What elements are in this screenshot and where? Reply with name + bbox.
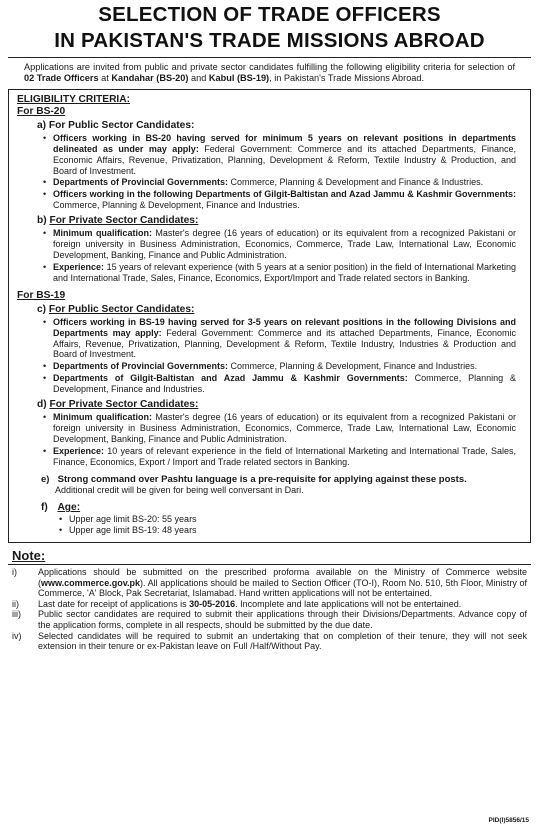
- intro-text: Applications are invited from public and private sector candidates fulfilling the following eligibility criteria for selection of: [24, 62, 515, 72]
- note-divider: [8, 564, 531, 565]
- intro-paragraph: [24, 62, 515, 85]
- list-item: [12, 631, 527, 652]
- list-item: [53, 317, 516, 361]
- advertisement-page: [4, 4, 535, 826]
- item-bold: Experience:: [53, 445, 105, 456]
- list-item: • Upper age limit BS-19: 48 years: [69, 525, 524, 536]
- list-item: [53, 412, 516, 445]
- item-bold: Officers working in BS-19 having served for 3-5 years on relevant positions in the following Divisions and Departments may apply:: [53, 316, 516, 338]
- section-d-heading: [37, 399, 524, 411]
- list-item: [53, 228, 516, 261]
- note-text: Applications should be submitted on the prescribed proforma available on the Ministry of Commerce website (: [38, 567, 527, 588]
- item-text: Commerce, Planning & Development and Finance & Industries.: [228, 177, 484, 188]
- item-bold: Minimum qualification:: [53, 412, 152, 423]
- list-item: [53, 189, 516, 211]
- item-text: Commerce, Planning & Development, Finance and Industries.: [53, 200, 300, 211]
- note-text: Last date for receipt of applications is: [38, 598, 190, 609]
- item-bold: Officers working in BS-20 having served for minimum 5 years on relevant positions in departments delineated as under may apply:: [53, 132, 516, 154]
- section-label: c): [37, 303, 47, 315]
- list-item: [53, 133, 516, 177]
- note-heading: Note:: [12, 548, 46, 564]
- section-b-heading: [37, 215, 524, 227]
- intro-text: at: [98, 73, 112, 84]
- title-divider: [8, 57, 531, 58]
- note-number: iii): [12, 609, 21, 620]
- list-item: [53, 446, 516, 468]
- intro-location-kandahar: Kandahar (BS-20): [111, 73, 189, 84]
- item-text: Commerce, Planning & Development, Finance and Industries.: [228, 361, 478, 372]
- item-text: Master's degree (16 years of education) or its equivalent from a recognized Pakistani or foreign university in Business Administration, Economics, Commerce, Trade Law, International Law, Economic Development, Banking, Finance and Public Administration.: [53, 412, 517, 444]
- section-f-heading: [41, 502, 524, 514]
- section-title: For Private Sector Candidates:: [49, 215, 199, 227]
- bs20-heading: For BS-20: [17, 105, 66, 117]
- item-text: Master's degree (16 years of education) or its equivalent from a recognized Pakistani or foreign university in Business Administration, Economics, Commerce, Trade Law, International Law, Economic Development, Banking, Finance and Public Administration.: [53, 228, 517, 260]
- section-title: Age:: [57, 502, 81, 514]
- item-text: 15 years of relevant experience (with 5 years at a senior position) in the field of International Marketing and International Trade, Sales, Finance, Economics, Export/Import and Trade related sectors in Banking.: [53, 261, 516, 283]
- list-item: [12, 599, 527, 610]
- item-bold: Departments of Provincial Governments:: [53, 361, 229, 372]
- list-item: [53, 177, 516, 188]
- note-text: . Incomplete and late applications will not be entertained.: [235, 598, 462, 609]
- section-label: b): [37, 215, 47, 227]
- intro-text: , in Pakistan's Trade Missions Abroad.: [269, 73, 425, 84]
- note-number: ii): [12, 598, 19, 609]
- note-text: Selected candidates will be required to submit an undertaking that on completion of their tenure, they will not seek extension in their tenure or ex-Pakistan leave on Full /Half/Without Pay.: [38, 630, 527, 652]
- section-label: a): [37, 119, 47, 131]
- item-bold: Minimum qualification:: [53, 228, 152, 239]
- item-text: 10 years of relevant experience in the field of International Marketing and International Trade, Sales, Finance, Economics, Export / Import and Trade related sectors in Banking.: [53, 445, 516, 467]
- section-title: For Public Sector Candidates:: [48, 303, 195, 315]
- notes-list: [12, 567, 527, 652]
- eligibility-box: [8, 89, 531, 543]
- section-title: For Public Sector Candidates:: [48, 119, 195, 131]
- list-item: [53, 361, 516, 372]
- list-item: [12, 609, 527, 630]
- note-number: iv): [12, 630, 22, 641]
- section-c-list: [53, 317, 516, 395]
- section-e: [41, 474, 516, 486]
- website-link[interactable]: www.commerce.gov.pk: [41, 577, 141, 588]
- section-label: f): [41, 502, 48, 514]
- item-text: Federal Government: Commerce and its attached Departments, Finance, Economic Affairs, Revenue, Privatization, Planning, Development & Reform, Textile Industry & Production, and Board of Investment.: [53, 143, 517, 176]
- list-item: [53, 262, 516, 284]
- intro-location-kabul: Kabul (BS-19): [208, 73, 270, 84]
- section-d-list: [53, 412, 516, 468]
- last-date: 30-05-2016: [189, 598, 236, 609]
- section-c-heading: [37, 304, 524, 316]
- item-bold: Departments of Provincial Governments:: [53, 177, 229, 188]
- item-bold: Officers working in the following Departments of Gilgit-Baltistan and Azad Jammu & Kashmir Governments:: [53, 189, 516, 200]
- note-number: i): [12, 567, 17, 578]
- title-line-1: SELECTION OF TRADE OFFICERS: [98, 3, 441, 26]
- list-item: [53, 373, 516, 395]
- list-item: • Upper age limit BS-20: 55 years: [69, 514, 524, 525]
- note-text: Public sector candidates are required to submit their applications through their Divisions/Departments. Advance copy of the application forms, complete in all respects, should be submitted by the due date.: [38, 609, 527, 631]
- eligibility-heading: ELIGIBILITY CRITERIA:: [17, 93, 131, 105]
- reference-number: PID(I)5856/15: [488, 817, 529, 824]
- title-line-2: IN PAKISTAN'S TRADE MISSIONS ABROAD: [54, 29, 485, 52]
- item-bold: Departments of Gilgit-Baltistan and Azad Jammu & Kashmir Governments:: [53, 373, 408, 384]
- section-label: d): [37, 399, 47, 411]
- section-label: e): [41, 473, 50, 485]
- intro-posts-count: 02 Trade Officers: [24, 73, 99, 84]
- intro-text: and: [188, 73, 209, 84]
- section-a-heading: [37, 120, 524, 132]
- language-additional-credit: Additional credit will be given for being well conversant in Dari.: [55, 485, 304, 496]
- item-text: Federal Government: Commerce and its attached Departments, Finance, Economic Affairs, Revenue, Privatization, Planning, Development & Reform, Textile Industry, Industries & Production and Board of Investment.: [53, 327, 516, 360]
- note-text: ). All applications should be mailed to Section Officer (TO-I), Room No. 510, 5th Floor, Ministry of Commerce, 'A' Block, Pak Secretariat, Islamabad. Hand written applications will not be entertained.: [38, 577, 527, 599]
- bs19-heading: For BS-19: [17, 289, 66, 301]
- section-title: For Private Sector Candidates:: [49, 399, 199, 411]
- list-item: [12, 567, 527, 599]
- item-text: Commerce, Planning & Development, Finance and Industries.: [53, 373, 516, 395]
- item-bold: Experience:: [53, 261, 105, 272]
- age-list: [69, 514, 524, 536]
- section-b-list: [53, 228, 516, 284]
- section-a-list: [53, 133, 516, 211]
- language-requirement: Strong command over Pashtu language is a pre-requisite for applying against these posts.: [57, 473, 467, 485]
